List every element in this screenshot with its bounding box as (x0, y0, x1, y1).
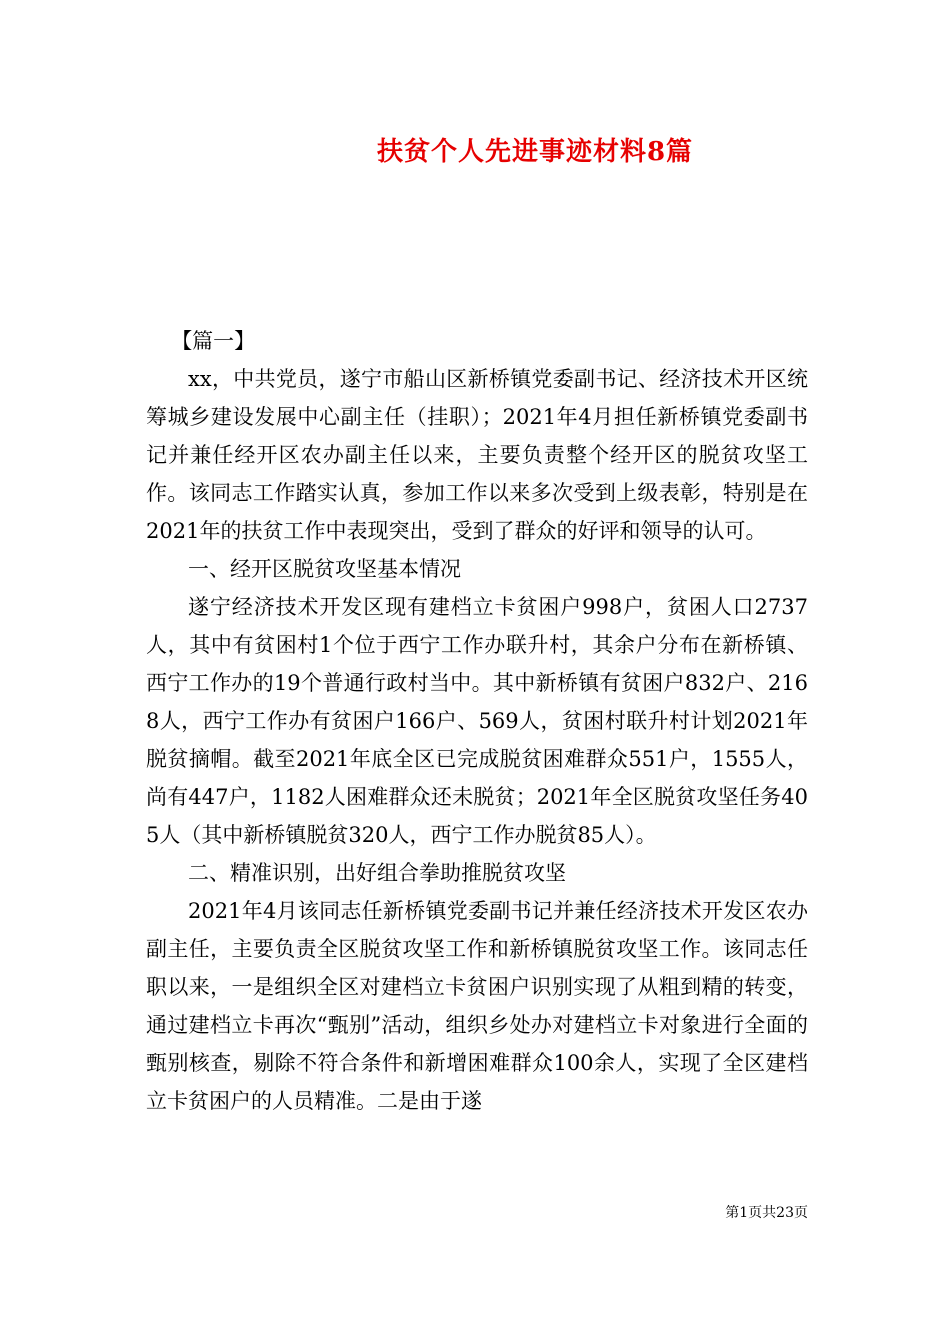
section-heading: 一、经开区脱贫攻坚基本情况 (188, 557, 461, 581)
body-paragraph: 2021年4月该同志任新桥镇党委副书记并兼任经济技术开发区农办副主任，主要负责全区脱贫攻坚工作和新桥镇脱贫攻坚工作。该同志任职以来，一是组织全区对建档立卡贫困户识别实现了从粗到精的转变，通过建档立卡再次“甄别”活动，组织乡处办对建档立卡对象进行全面的甄别核查，剔除不符合条件和新增困难群众100余人，实现了全区建档立卡贫困户的人员精准。二是由于遂 (146, 899, 808, 1113)
section-heading: 二、精准识别，出好组合拳助推脱贫攻坚 (188, 861, 566, 885)
document-body (146, 322, 808, 1120)
body-paragraph: 遂宁经济技术开发区现有建档立卡贫困户998户，贫困人口2737人，其中有贫困村1个位于西宁工作办联升村，其余户分布在新桥镇、西宁工作办的19个普通行政村当中。其中新桥镇有贫困户832户、2168人，西宁工作办有贫困户166户、569人，贫困村联升村计划2021年脱贫摘帽。截至2021年底全区已完成脱贫困难群众551户，1555人，尚有447户，1182人困难群众还未脱贫；2021年全区脱贫攻坚任务405人（其中新桥镇脱贫320人，西宁工作办脱贫85人）。 (146, 595, 808, 847)
section-label: 【篇一】 (171, 329, 256, 353)
page-number: 第1页共23页 (725, 1205, 808, 1221)
document-title: 扶贫个人先进事迹材料8篇 (376, 137, 694, 167)
body-paragraph: xx，中共党员，遂宁市船山区新桥镇党委副书记、经济技术开区统筹城乡建设发展中心副主任（挂职）；2021年4月担任新桥镇党委副书记并兼任经开区农办副主任以来，主要负责整个经开区的脱贫攻坚工作。该同志工作踏实认真，参加工作以来多次受到上级表彰，特别是在2021年的扶贫工作中表现突出，受到了群众的好评和领导的认可。 (146, 367, 808, 543)
